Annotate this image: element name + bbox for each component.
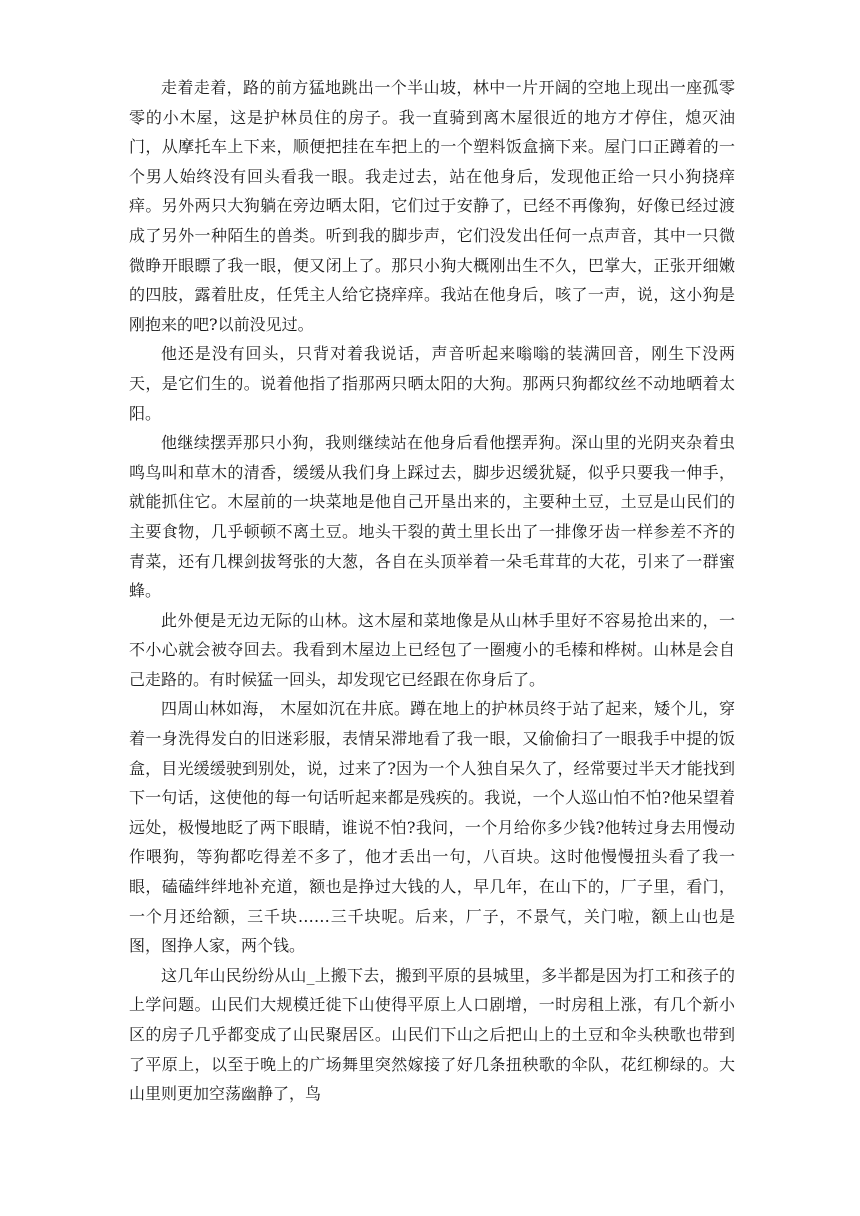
- paragraph-5: 四周山林如海， 木屋如沉在井底。蹲在地上的护林员终于站了起来，矮个儿，穿着一身洗得发白的旧迷彩服，表情呆滞地看了我一眼，又偷偷扫了一眼我手中提的饭盒，目光缓缓驶到别处，说，过来了?因为一个人独自呆久了，经常要过半天才能找到下一句话，这使他的每一句话听起来都是残疾的。我说，一个人巡山怕不怕?他呆望着远处，极慢地眨了两下眼睛，谁说不怕?我问，一个月给你多少钱?他转过身去用慢动作喂狗，等狗都吃得差不多了，他才丢出一句，八百块。这时他慢慢扭头看了我一眼，磕磕绊绊地补充道，额也是挣过大钱的人，早几年，在山下的，厂子里，看门，一个月还给额，三千块……三千块呢。后来，厂子，不景气，关门啦，额上山也是图，图挣人家，两个钱。: [129, 699, 735, 956]
- paragraph-4: 此外便是无边无际的山林。这木屋和菜地像是从山林手里好不容易抢出来的，一不小心就会被夺回去。我看到木屋边上已经包了一圈瘦小的毛榛和桦树。山林是会自己走路的。有时候猛一回头，却发现它已经跟在你身后了。: [129, 610, 735, 689]
- paragraph-3: 他继续摆弄那只小狗，我则继续站在他身后看他摆弄狗。深山里的光阴夹杂着虫鸣鸟叫和草木的清香，缓缓从我们身上踩过去，脚步迟缓犹疑，似乎只要我一伸手，就能抓住它。木屋前的一块菜地是他自己开垦出来的，主要种土豆，土豆是山民们的主要食物，几乎顿顿不离土豆。地头干裂的黄土里长出了一排像牙齿一样参差不齐的青菜，还有几棵剑拔弩张的大葱，各自在头顶举着一朵毛茸茸的大花，引来了一群蜜蜂。: [129, 433, 735, 601]
- paragraph-6: 这几年山民纷纷从山_上搬下去，搬到平原的县城里，多半都是因为打工和孩子的上学问题。山民们大规模迁徙下山使得平原上人口剧增，一时房租上涨，有几个新小区的房子几乎都变成了山民聚居区。山民们下山之后把山上的土豆和伞头秧歌也带到了平原上，以至于晚上的广场舞里突然嫁接了好几条扭秧歌的伞队，花红柳绿的。大山里则更加空荡幽静了，鸟: [129, 965, 735, 1104]
- paragraph-1: 走着走着，路的前方猛地跳出一个半山坡，林中一片开阔的空地上现出一座孤零零的小木屋，这是护林员住的房子。我一直骑到离木屋很近的地方才停住，熄灭油门，从摩托车上下来，顺便把挂在车把上的一个塑料饭盒摘下来。屋门口正蹲着的一个男人始终没有回头看我一眼。我走过去，站在他身后，发现他正给一只小狗挠痒痒。另外两只大狗躺在旁边晒太阳，它们过于安静了，已经不再像狗，好像已经过渡成了另外一种陌生的兽类。听到我的脚步声，它们没发出任何一点声音，其中一只微微睁开眼瞟了我一眼，便又闭上了。那只小狗大概刚出生不久，巴掌大，正张开细嫩的四肢，露着肚皮，任凭主人给它挠痒痒。我站在他身后，咳了一声，说，这小狗是刚抱来的吧?以前没见过。: [129, 78, 735, 334]
- document-page: [129, 73, 735, 1109]
- paragraph-2: 他还是没有回头，只背对着我说话，声音听起来嗡嗡的装满回音，刚生下没两天，是它们生的。说着他指了指那两只晒太阳的大狗。那两只狗都纹丝不动地晒着太阳。: [129, 344, 735, 423]
